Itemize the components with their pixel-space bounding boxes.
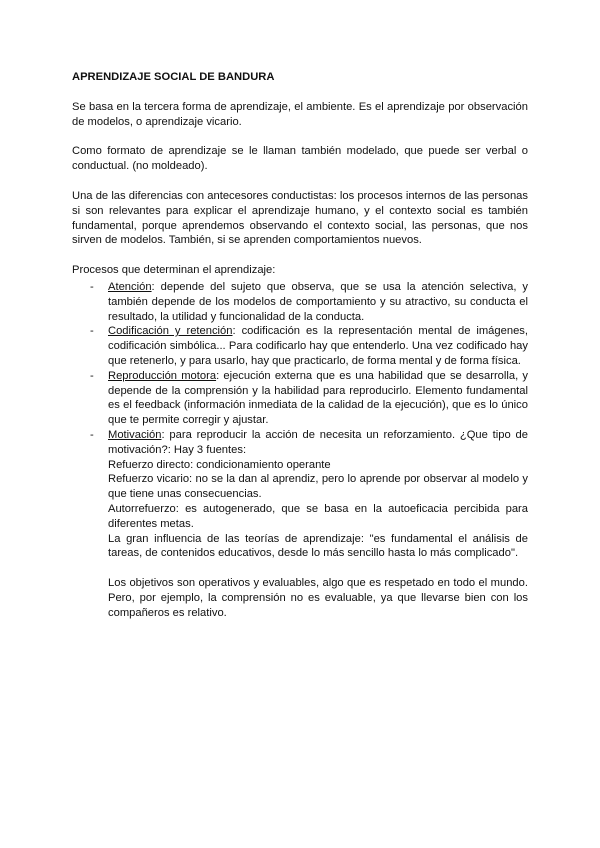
processes-list xyxy=(72,280,528,561)
text-reproduccion: : ejecución externa que es una habilidad que se desarrolla, y depende de la comprensión y la habilidad para reproducirlo. Elemento fundamental es el feedback (información inmediata de la calidad de la ejecución), que es lo único que te permite corregir y ajustar. xyxy=(108,369,528,427)
text-atencion: : depende del sujeto que observa, que se usa la atención selectiva, y también depende de los modelos de comportamiento y su atractivo, su conducta el resultado, la utilidad y funcionalidad de la conducta. xyxy=(108,280,528,323)
paragraph-diferencias: Una de las diferencias con antecesores conductistas: los procesos internos de las personas si son relevantes para explicar el aprendizaje humano, y el contexto social es también fundamental, porque aprendemos observando el contexto social, las personas, que nos sirven de modelos. También, si se aprenden comportamientos nuevos. xyxy=(72,189,528,247)
text-codificacion: : codificación es la representación mental de imágenes, codificación simbólica... Para codificarlo hay que entenderlo. Una vez codificado hay que retenerlo, y para usarlo, hay que practicarlo, de forma mental y de forma física. xyxy=(108,325,528,367)
term-motivacion: Motivación xyxy=(108,428,162,441)
list-item-reproduccion xyxy=(72,369,528,428)
document-title: APRENDIZAJE SOCIAL DE BANDURA xyxy=(72,71,275,83)
paragraph-intro: Se basa en la tercera forma de aprendizaje, el ambiente. Es el aprendizaje por observación de modelos, o aprendizaje vicario. xyxy=(72,100,528,128)
closing-paragraph: Los objetivos son operativos y evaluables, algo que es respetado en todo el mundo. Pero, por ejemplo, la comprensión no es evaluable, ya que llevarse bien con los compañeros es relativo. xyxy=(108,577,528,619)
text-motivacion: : para reproducir la acción de necesita un reforzamiento. ¿Que tipo de motivación?: Hay 3 fuentes: xyxy=(108,428,528,456)
list-dash: - xyxy=(90,428,94,441)
sub-line-influencia: La gran influencia de las teorías de aprendizaje: "es fundamental el análisis de tareas, de contenidos educativos, desde lo más sencillo hasta lo más complicado". xyxy=(108,532,528,560)
paragraph-modelado: Como formato de aprendizaje se le llaman también modelado, que puede ser verbal o conductual. (no moldeado). xyxy=(72,145,528,173)
list-item-atencion xyxy=(72,280,528,324)
list-item-codificacion xyxy=(72,324,528,368)
sub-line-refuerzo-directo: Refuerzo directo: condicionamiento operante xyxy=(108,458,331,471)
list-dash: - xyxy=(90,280,94,293)
processes-intro: Procesos que determinan el aprendizaje: xyxy=(72,264,276,277)
sub-line-autorrefuerzo: Autorrefuerzo: es autogenerado, que se basa en la autoeficacia percibida para diferentes metas. xyxy=(108,502,528,530)
list-dash: - xyxy=(90,325,94,338)
term-atencion: Atención xyxy=(108,280,152,293)
list-dash: - xyxy=(90,369,94,382)
term-reproduccion: Reproducción motora xyxy=(108,369,217,382)
term-codificacion: Codificación y retención xyxy=(108,325,233,338)
list-item-motivacion xyxy=(72,428,528,561)
sub-line-refuerzo-vicario: Refuerzo vicario: no se la dan al aprendiz, pero lo aprende por observar al modelo y que tiene unas consecuencias. xyxy=(108,473,528,501)
document-page xyxy=(72,70,528,632)
